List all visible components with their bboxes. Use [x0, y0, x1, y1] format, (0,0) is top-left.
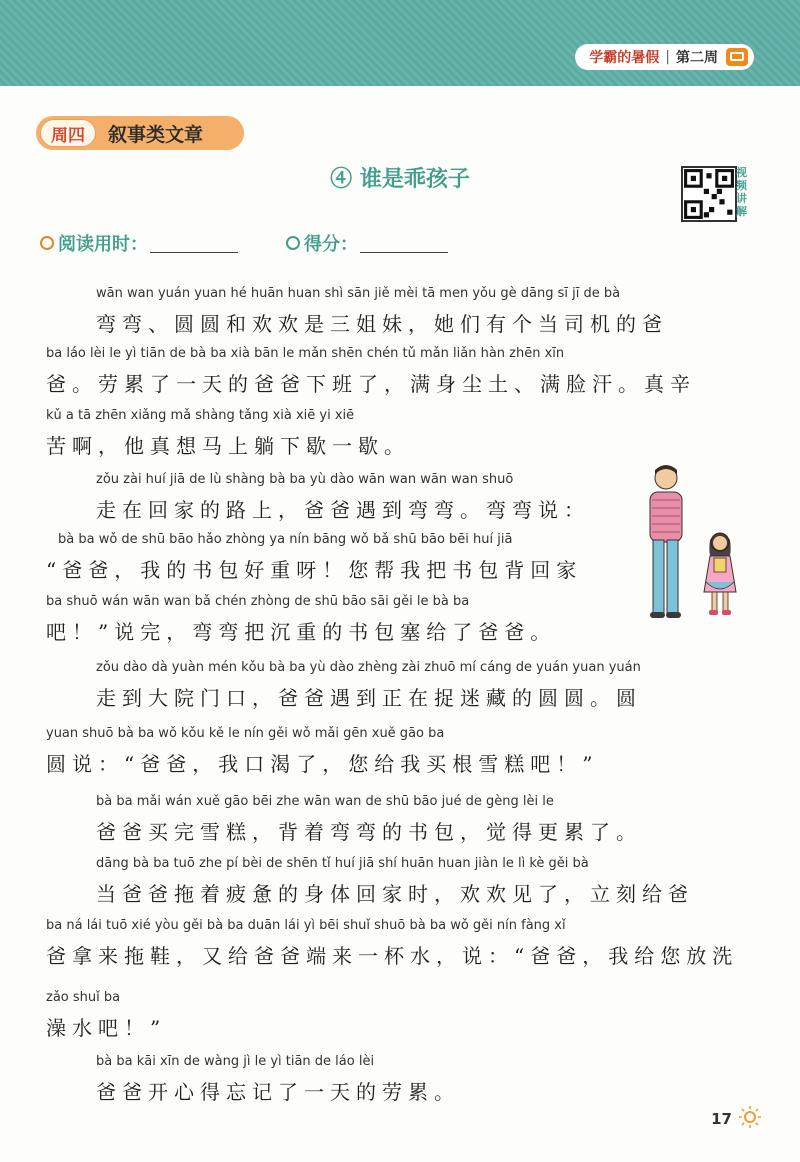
text-line [0, 286, 800, 346]
story-title: ④ 谁是乖孩子 [330, 166, 470, 192]
chinese-line: 当爸爸拖着疲惫的身体回家时，欢欢见了，立刻给爸 [96, 882, 694, 906]
text-line [0, 726, 800, 786]
score [286, 230, 448, 256]
chinese-line: 爸拿来拖鞋，又给爸爸端来一杯水，说：“爸爸，我给您放洗 [46, 944, 739, 968]
day-badge [36, 116, 244, 150]
text-line [0, 660, 800, 720]
day-label: 周四 [40, 119, 96, 147]
header-band [0, 0, 800, 86]
series-tag [575, 44, 754, 70]
pinyin-line: bà ba mǎi wán xuě gāo bēi zhe wān wan de shū bāo jué de gèng lèi le [96, 794, 554, 809]
check-icon [286, 236, 300, 250]
score-blank[interactable] [360, 234, 448, 253]
pinyin-line: zǒu zài huí jiā de lù shàng bà ba yù dào wān wan wān wan shuō [96, 472, 514, 487]
chinese-line: 爸爸开心得忘记了一天的劳累。 [96, 1080, 460, 1104]
text-line [0, 794, 800, 854]
pinyin-line: zǎo shuǐ ba [46, 990, 121, 1005]
pinyin-line: bà ba kāi xīn de wàng jì le yì tiān de láo lèi [96, 1054, 375, 1069]
pinyin-line: yuan shuō bà ba wǒ kǒu kě le nín gěi wǒ mǎi gēn xuě gāo ba [46, 726, 445, 741]
category-label: 叙事类文章 [108, 123, 204, 146]
page-number: 17 [711, 1110, 732, 1128]
separator: | [665, 49, 670, 65]
week-label: 第二周 [676, 50, 718, 66]
qr-code[interactable] [681, 166, 737, 222]
chinese-line: 苦啊，他真想马上躺下歇一歇。 [46, 434, 410, 458]
father-daughter-illustration [636, 464, 754, 624]
pinyin-line: kǔ a tā zhēn xiǎng mǎ shàng tǎng xià xiē yi xiē [46, 408, 355, 423]
text-line [0, 408, 800, 468]
pinyin-line: ba shuō wán wān wan bǎ chén zhòng de shū bāo sāi gěi le bà ba [46, 594, 470, 609]
text-line [0, 990, 800, 1050]
chinese-line: “爸爸，我的书包好重呀！您帮我把书包背回家 [46, 558, 583, 582]
chinese-line: 圆说：“爸爸，我口渴了，您给我买根雪糕吧！” [46, 752, 599, 776]
chinese-line: 走在回家的路上，爸爸遇到弯弯。弯弯说： [96, 498, 590, 522]
chinese-line: 弯弯、圆圆和欢欢是三姐妹，她们有个当司机的爸 [96, 312, 668, 336]
pinyin-line: wān wan yuán yuan hé huān huan shì sān jiě mèi tā men yǒu gè dāng sī jī de bà [96, 286, 621, 301]
text-line [0, 346, 800, 406]
chinese-line: 澡水吧！” [46, 1016, 167, 1040]
series-name: 学霸的暑假 [589, 50, 660, 66]
chinese-line: 爸爸买完雪糕，背着弯弯的书包，觉得更累了。 [96, 820, 642, 844]
text-line [0, 918, 800, 978]
text-line [0, 1054, 800, 1114]
pinyin-line: zǒu dào dà yuàn mén kǒu bà ba yù dào zhèng zài zhuō mí cáng de yuán yuan yuán [96, 660, 641, 675]
pinyin-line: dāng bà ba tuō zhe pí bèi de shēn tǐ huí jiā shí huān huan jiàn le lì kè gěi bà [96, 856, 589, 871]
chinese-line: 走到大院门口，爸爸遇到正在捉迷藏的圆圆。圆 [96, 686, 642, 710]
text-line [0, 856, 800, 916]
pinyin-line: bà ba wǒ de shū bāo hǎo zhòng ya nín bāng wǒ bǎ shū bāo bēi huí jiā [58, 532, 513, 547]
reading-time [40, 230, 238, 256]
book-icon [726, 48, 748, 66]
reading-time-label: 阅读用时： [58, 234, 148, 255]
qr-label: 视频讲解 [736, 166, 747, 218]
pinyin-line: ba láo lèi le yì tiān de bà ba xià bān le mǎn shēn chén tǔ mǎn liǎn hàn zhēn xīn [46, 346, 565, 361]
score-label: 得分： [304, 234, 358, 255]
chinese-line: 爸。劳累了一天的爸爸下班了，满身尘土、满脸汗。真辛 [46, 372, 696, 396]
chinese-line: 吧！”说完，弯弯把沉重的书包塞给了爸爸。 [46, 620, 557, 644]
pinyin-line: ba ná lái tuō xié yòu gěi bà ba duān lái yì bēi shuǐ shuō bà ba wǒ gěi nín fàng xǐ [46, 918, 566, 933]
clock-icon [40, 236, 54, 250]
sun-icon [738, 1105, 762, 1129]
reading-time-blank[interactable] [150, 234, 238, 253]
